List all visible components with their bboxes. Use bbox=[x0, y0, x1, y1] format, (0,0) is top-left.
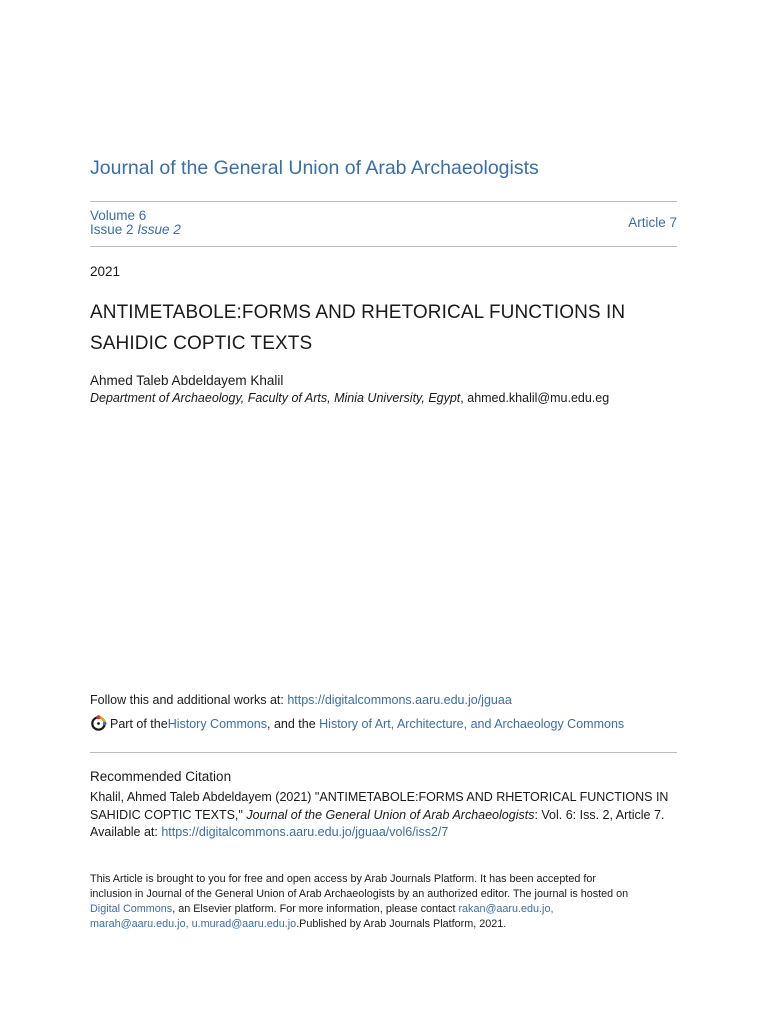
citation-line-2 bbox=[90, 807, 680, 825]
issue-line bbox=[90, 223, 181, 237]
notice-line-1: This Article is brought to you for free and open access by Arab Journals Platform. It has been accepted for bbox=[90, 873, 596, 885]
author-email: , ahmed.khalil@mu.edu.eg bbox=[460, 391, 610, 405]
article-title-line-1: ANTIMETABOLE:FORMS AND RHETORICAL FUNCTIONS IN bbox=[90, 302, 626, 323]
art-archaeology-commons-link[interactable]: History of Art, Architecture, and Archaeology Commons bbox=[319, 716, 625, 731]
digital-commons-link[interactable]: Digital Commons bbox=[90, 903, 173, 915]
recommended-citation-heading: Recommended Citation bbox=[90, 769, 232, 784]
author-affiliation bbox=[90, 391, 609, 405]
divider-citation bbox=[90, 752, 677, 753]
citation-volume-info: : Vol. 6: Iss. 2, Article 7. bbox=[534, 807, 665, 822]
citation-journal-name: Journal of the General Union of Arab Archaeologists bbox=[246, 807, 535, 822]
bepress-commons-network-icon bbox=[90, 715, 107, 732]
author-name: Ahmed Taleb Abdeldayem Khalil bbox=[90, 373, 284, 388]
divider-issue bbox=[90, 246, 677, 247]
affiliation-text: Department of Archaeology, Faculty of Arts, Minia University, Egypt bbox=[90, 391, 461, 405]
part-of-middle: , and the bbox=[267, 716, 320, 731]
available-at-prefix: Available at: bbox=[90, 825, 162, 839]
publication-year: 2021 bbox=[90, 264, 121, 279]
issue-italic-link[interactable]: Issue 2 bbox=[137, 222, 181, 237]
issue-link[interactable]: Issue 2 bbox=[90, 222, 134, 237]
part-of-prefix: Part of the bbox=[110, 716, 168, 731]
journal-title-link[interactable]: Journal of the General Union of Arab Archaeologists bbox=[90, 157, 539, 179]
notice-line-3-mid: , an Elsevier platform. For more information, please contact bbox=[172, 903, 459, 915]
notice-line-4 bbox=[90, 917, 680, 932]
volume-link[interactable]: Volume 6 bbox=[90, 208, 147, 223]
volume-issue-block bbox=[90, 209, 181, 237]
citation-url-link[interactable]: https://digitalcommons.aaru.edu.jo/jguaa/vol6/iss2/7 bbox=[161, 825, 449, 839]
notice-line-2: inclusion in Journal of the General Union of Arab Archaeologists by an authorized editor. The journal is hosted on bbox=[90, 888, 629, 900]
part-of-line bbox=[90, 715, 624, 732]
article-title-line-2: SAHIDIC COPTIC TEXTS bbox=[90, 333, 313, 354]
notice-published-by: .Published by Arab Journals Platform, 2021. bbox=[296, 918, 507, 930]
divider-top bbox=[90, 201, 677, 202]
contact-email-link-2[interactable]: marah@aaru.edu.jo, u.murad@aaru.edu.jo bbox=[90, 918, 297, 930]
article-title bbox=[90, 297, 680, 359]
history-commons-link[interactable]: History Commons bbox=[167, 716, 268, 731]
follow-works-line bbox=[90, 693, 512, 707]
follow-prefix: Follow this and additional works at: bbox=[90, 693, 288, 707]
notice-line-3 bbox=[90, 902, 680, 917]
citation-text bbox=[90, 789, 680, 842]
follow-url-link[interactable]: https://digitalcommons.aaru.edu.jo/jguaa bbox=[287, 693, 512, 707]
citation-line-2-prefix: SAHIDIC COPTIC TEXTS," bbox=[90, 807, 247, 822]
contact-email-link-1[interactable]: rakan@aaru.edu.jo, bbox=[458, 903, 554, 915]
access-notice bbox=[90, 872, 680, 932]
citation-line-1: Khalil, Ahmed Taleb Abdeldayem (2021) "ANTIMETABOLE:FORMS AND RHETORICAL FUNCTIONS IN bbox=[90, 790, 669, 804]
citation-line-3 bbox=[90, 824, 680, 842]
article-number-link[interactable]: Article 7 bbox=[628, 215, 677, 230]
